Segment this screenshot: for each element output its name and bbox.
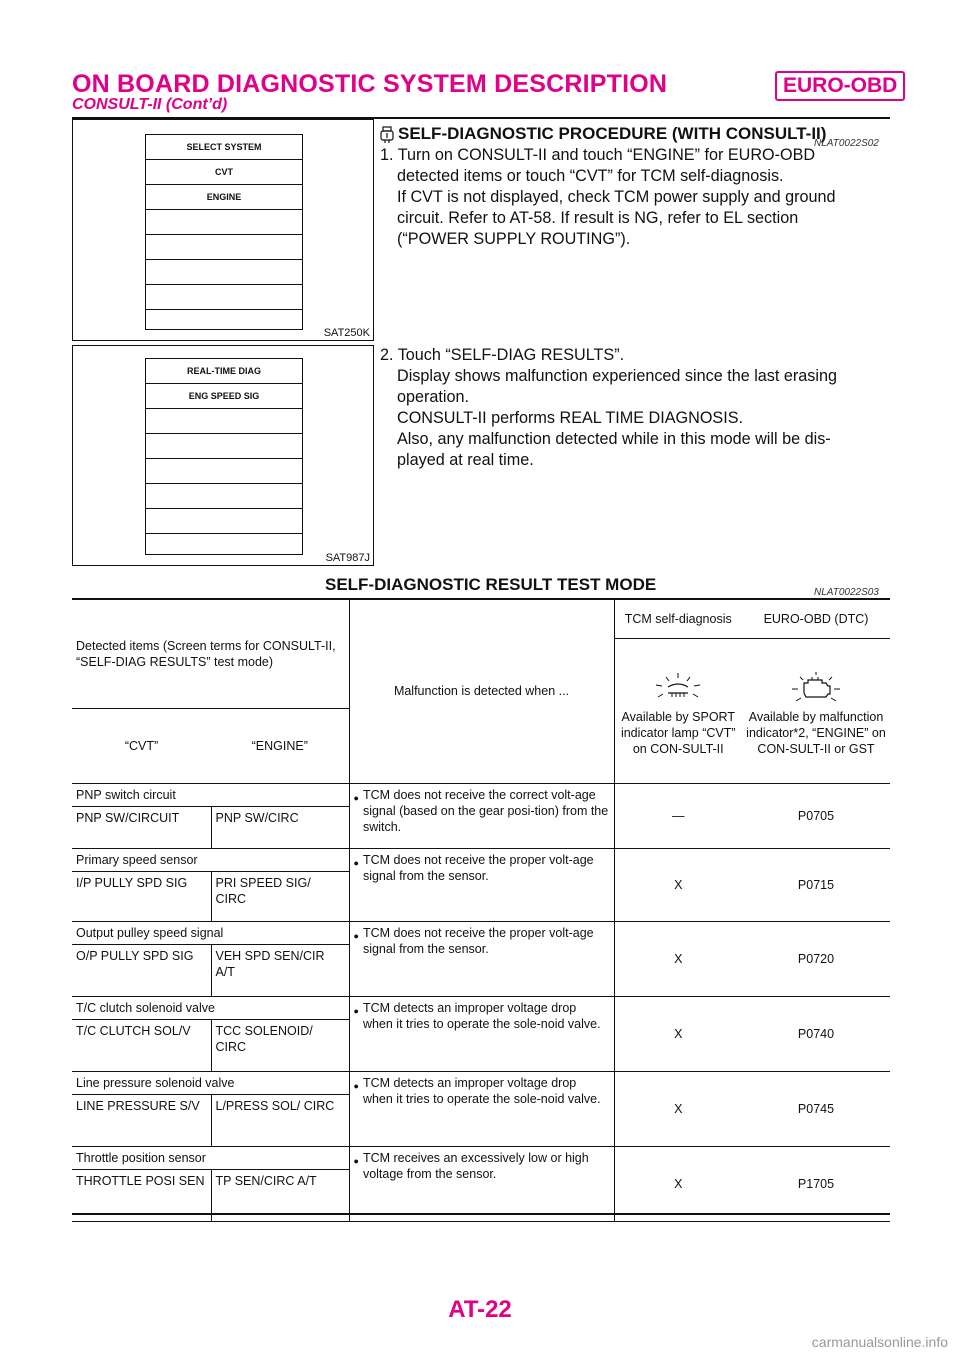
tcm-self-diagnosis-value: X [614,848,742,921]
page-header-title: ON BOARD DIAGNOSTIC SYSTEM DESCRIPTION [72,70,668,98]
sport-indicator-lamp-icon [648,671,708,705]
detected-item: Output pulley speed signal [72,921,349,944]
page-header-subtitle: CONSULT-II (Cont’d) [72,96,228,113]
condition-text: TCM detects an improper voltage drop when it tries to operate the sole-noid valve. [362,1000,601,1031]
engine-screen-term: TP SEN/CIRC A/T [211,1169,349,1221]
table-row [72,921,890,944]
malfunction-condition [349,1071,614,1146]
header-engine: “ENGINE” [211,708,349,783]
header-malfunction: Malfunction is detected when ... [349,600,614,783]
screen-row [146,260,302,285]
table-bottom-rule [72,1213,890,1215]
nut-icon [380,126,394,144]
condition-text: TCM does not receive the proper volt-age signal from the sensor. [362,852,594,883]
screen-row [146,409,302,434]
screen-row: ENGINE [146,185,302,210]
screen-row [146,509,302,534]
malfunction-condition [349,1146,614,1221]
cvt-screen-term: T/C CLUTCH SOL/V [72,1019,211,1071]
step-text: Also, any malfunction detected while in this mode will be dis- [397,430,831,448]
bullet-mark: ● [353,1155,359,1166]
screen-row [146,235,302,260]
step-text: 1. Turn on CONSULT-II and touch “ENGINE” for EURO-OBD [380,146,816,164]
tcm-self-diagnosis-value: — [614,783,742,848]
screen-row [146,534,302,559]
engine-screen-term: PNP SW/CIRC [211,806,349,848]
tcm-self-diagnosis-value: X [614,996,742,1071]
tcm-availability-text: Available by SPORT indicator lamp “CVT” on CON-SULT-II [620,709,736,756]
screen-row [146,310,302,335]
header-detected-items: Detected items (Screen terms for CONSULT-II, “SELF-DIAG RESULTS” test mode) [72,600,349,708]
detected-item: Line pressure solenoid valve [72,1071,349,1094]
dtc-code: P0705 [742,783,890,848]
watermark: carmanualsonline.info [811,1334,948,1350]
result-code: NLAT0022S03 [814,587,879,598]
cvt-screen-term: PNP SW/CIRCUIT [72,806,211,848]
obd-availability-text: Available by malfunction indicator*2, “ENGINE” on CON-SULT-II or GST [746,709,886,756]
engine-screen-term: L/PRESS SOL/ CIRC [211,1094,349,1146]
step-text: Display shows malfunction experienced since the last erasing [397,367,837,385]
step-text: (“POWER SUPPLY ROUTING”). [397,230,631,248]
step-text: operation. [397,388,469,406]
screen-row [146,285,302,310]
step-text: 2. Touch “SELF-DIAG RESULTS”. [380,346,625,364]
header-euro-obd: EURO-OBD (DTC) [742,600,890,638]
step-text: detected items or touch “CVT” for TCM self-diagnosis. [397,167,784,185]
step-text: If CVT is not displayed, check TCM power supply and ground [397,188,836,206]
screen-row: SELECT SYSTEM [146,135,302,160]
header-tcm-desc-cell [614,638,742,783]
malfunction-condition [349,996,614,1071]
screen-row [146,459,302,484]
tcm-self-diagnosis-value: X [614,1146,742,1221]
procedure-step-1 [380,145,892,250]
engine-screen-term: PRI SPEED SIG/ CIRC [211,871,349,921]
condition-text: TCM does not receive the proper volt-age signal from the sensor. [362,925,594,956]
malfunction-condition [349,783,614,848]
step-text: CONSULT-II performs REAL TIME DIAGNOSIS. [397,409,743,427]
malfunction-condition [349,921,614,996]
dtc-code: P0740 [742,996,890,1071]
cvt-screen-term: I/P PULLY SPD SIG [72,871,211,921]
bullet-mark: ● [353,792,359,803]
bullet-mark: ● [353,857,359,868]
bullet-mark: ● [353,1080,359,1091]
figure-real-time-diag [72,345,374,566]
figure-code: SAT250K [323,327,370,339]
diagnostic-result-table [72,600,890,1222]
table-row [72,1146,890,1169]
screen-row: ENG SPEED SIG [146,384,302,409]
screen-row [146,484,302,509]
cvt-screen-term: O/P PULLY SPD SIG [72,944,211,996]
procedure-title: SELF-DIAGNOSTIC PROCEDURE (WITH CONSULT-II) [398,124,827,143]
screen-row [146,210,302,235]
step-text: played at real time. [397,451,534,469]
table-row [72,1071,890,1094]
result-title: SELF-DIAGNOSTIC RESULT TEST MODE [325,575,657,594]
condition-text: TCM receives an excessively low or high voltage from the sensor. [362,1150,589,1181]
detected-item: PNP switch circuit [72,783,349,806]
detected-item: Primary speed sensor [72,848,349,871]
table-row [72,996,890,1019]
section-badge: EURO-OBD [775,71,905,101]
bullet-mark: ● [353,1005,359,1016]
engine-malfunction-indicator-icon [786,671,846,705]
tcm-self-diagnosis-value: X [614,921,742,996]
header-obd-desc-cell [742,638,890,783]
page-number: AT-22 [448,1296,512,1323]
dtc-code: P0745 [742,1071,890,1146]
screen-row: REAL-TIME DIAG [146,359,302,384]
procedure-step-2 [380,345,892,471]
engine-screen-term: TCC SOLENOID/ CIRC [211,1019,349,1071]
dtc-code: P1705 [742,1146,890,1221]
screen-row: CVT [146,160,302,185]
consult-screen [145,358,303,555]
header-tcm-self-diagnosis: TCM self-diagnosis [614,600,742,638]
tcm-self-diagnosis-value: X [614,1071,742,1146]
table-row [72,848,890,871]
header-cvt: “CVT” [72,708,211,783]
cvt-screen-term: THROTTLE POSI SEN [72,1169,211,1221]
dtc-code: P0715 [742,848,890,921]
detected-item: T/C clutch solenoid valve [72,996,349,1019]
procedure-code: NLAT0022S02 [814,138,879,149]
condition-text: TCM detects an improper voltage drop when it tries to operate the sole-noid valve. [362,1075,601,1106]
engine-screen-term: VEH SPD SEN/CIR A/T [211,944,349,996]
condition-text: TCM does not receive the correct volt-age signal (based on the gear posi-tion) from the switch. [362,787,609,834]
figure-select-system [72,119,374,341]
dtc-code: P0720 [742,921,890,996]
cvt-screen-term: LINE PRESSURE S/V [72,1094,211,1146]
screen-row [146,434,302,459]
bullet-mark: ● [353,930,359,941]
consult-screen [145,134,303,330]
table-row [72,783,890,806]
detected-item: Throttle position sensor [72,1146,349,1169]
figure-code: SAT987J [325,552,370,564]
malfunction-condition [349,848,614,921]
step-text: circuit. Refer to AT-58. If result is NG, refer to EL section [397,209,799,227]
